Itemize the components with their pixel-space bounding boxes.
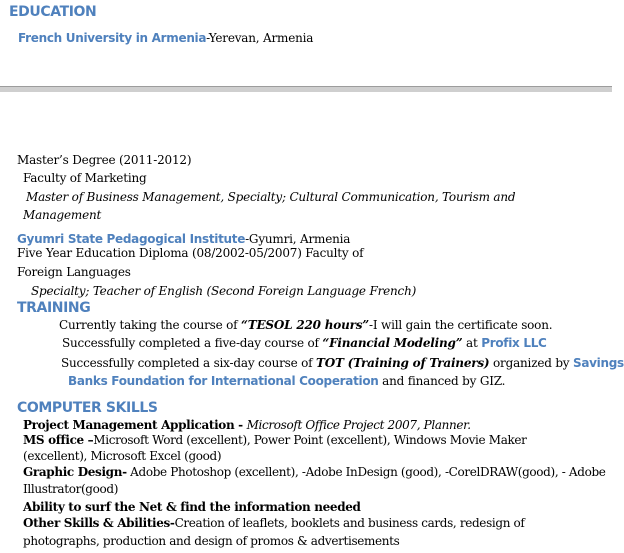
training-tesol-post: -I will gain the certificate soon. (369, 318, 553, 332)
training-heading: TRAINING (17, 300, 91, 316)
education-heading: EDUCATION (9, 4, 97, 20)
page-break-divider (0, 86, 612, 92)
training-tot-course: TOT (Training of Trainers) (315, 356, 490, 370)
training-tesol-course: “TESOL 220 hours” (241, 318, 369, 332)
skill-other-cont: photographs, production and design of promos & advertisements (23, 534, 400, 548)
faculty-of-marketing: Faculty of Marketing (23, 171, 147, 185)
gyumri-institute-city: -Gyumri, Armenia (245, 232, 351, 246)
skill-other-value: Creation of leaflets, booklets and business cards, redesign of (174, 516, 525, 530)
diploma-line2: Foreign Languages (17, 265, 131, 279)
skill-ms-value: Microsoft Word (excellent), Power Point (excellent), Windows Movie Maker (93, 433, 527, 447)
french-university-name: French University in Armenia (18, 31, 207, 45)
masters-specialty-line2: Management (23, 208, 102, 222)
skill-pm-value: Microsoft Office Project 2007, Planner. (246, 418, 471, 432)
training-line-tot (61, 356, 624, 370)
training-line-savings (68, 374, 505, 388)
diploma-line1: Five Year Education Diploma (08/2002-05/2007) Faculty of (17, 246, 364, 260)
skill-ms-office (23, 433, 527, 447)
training-tot-post: and financed by GIZ. (378, 374, 506, 388)
computer-skills-heading: COMPUTER SKILLS (17, 400, 158, 416)
skill-graphic-design (23, 465, 606, 479)
education-gyumri-line (17, 228, 350, 247)
training-tot-pre: Successfully completed a six-day course of (61, 356, 316, 370)
masters-degree: Master’s Degree (2011-2012) (17, 153, 192, 167)
training-tot-org-part1: Savings (573, 356, 624, 370)
training-financial-org: Profix LLC (481, 336, 547, 350)
masters-specialty-line1: Master of Business Management, Specialty; Cultural Communication, Tourism and (26, 190, 516, 204)
skill-pm-label: Project Management Application - (23, 418, 247, 432)
training-tot-org-part2: Banks Foundation for International Cooperation (68, 374, 379, 388)
training-financial-course: “Financial Modeling” (322, 336, 463, 350)
training-line-tesol (59, 318, 552, 332)
skill-gd-label: Graphic Design- (23, 465, 127, 479)
skill-other-label: Other Skills & Abilities- (23, 516, 175, 530)
skill-graphic-design-cont: Illustrator(good) (23, 482, 119, 496)
skill-ms-office-cont: (excellent), Microsoft Excel (good) (23, 449, 222, 463)
training-financial-pre: Successfully completed a five-day course of (62, 336, 323, 350)
skill-other (23, 516, 525, 530)
skill-net: Ability to surf the Net & find the information needed (23, 500, 361, 514)
gyumri-specialty: Specialty; Teacher of English (Second Foreign Language French) (31, 284, 417, 298)
skill-project-management (23, 418, 471, 432)
training-tesol-pre: Currently taking the course of (59, 318, 242, 332)
training-financial-mid: at (462, 336, 482, 350)
skill-gd-value: Adobe Photoshop (excellent), -Adobe InDesign (good), -CorelDRAW(good), - Adobe (126, 465, 606, 479)
training-tot-mid: organized by (489, 356, 573, 370)
skill-ms-label: MS office – (23, 433, 94, 447)
gyumri-institute-name: Gyumri State Pedagogical Institute (17, 232, 246, 246)
training-line-financial (62, 336, 547, 350)
education-french-line (18, 27, 313, 46)
french-university-city: -Yerevan, Armenia (206, 31, 314, 45)
